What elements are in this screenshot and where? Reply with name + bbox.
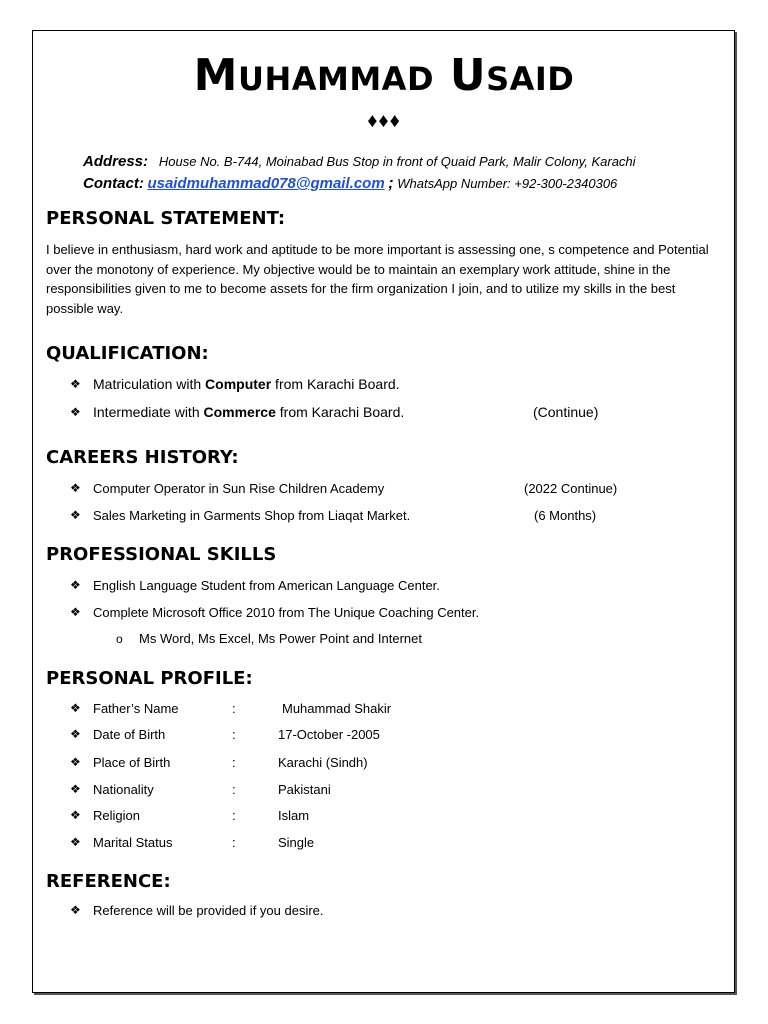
career-period: (2022 Continue): [524, 481, 618, 496]
contact-separator: ;: [388, 175, 394, 192]
profile-colon: :: [232, 835, 236, 850]
profile-colon: :: [232, 701, 236, 716]
profile-colon: :: [232, 808, 236, 823]
qualification-item: Matriculation with Computer from Karachi Board.: [93, 376, 400, 392]
reference-heading: REFERENCE:: [46, 871, 171, 892]
bullet-icon: ❖: [70, 903, 81, 917]
profile-value: Single: [278, 835, 315, 850]
career-period: (6 Months): [534, 508, 597, 523]
profile-key: Father’s Name: [93, 701, 179, 716]
profile-key: Religion: [93, 808, 140, 823]
contact-label: Contact:: [83, 175, 144, 192]
address-value: House No. B-744, Moinabad Bus Stop in front of Quaid Park, Malir Colony, Karachi: [158, 154, 636, 169]
profile-value: Islam: [278, 808, 310, 823]
profile-key: Place of Birth: [93, 755, 171, 770]
bullet-icon: ❖: [70, 782, 81, 796]
bullet-icon: ❖: [70, 727, 81, 741]
profile-colon: :: [232, 755, 236, 770]
profile-key: Marital Status: [93, 835, 173, 850]
career-item: Sales Marketing in Garments Shop from Liaqat Market.: [93, 508, 411, 523]
profile-colon: :: [232, 727, 236, 742]
address-label: Address:: [83, 153, 149, 170]
profile-key: Nationality: [93, 782, 154, 797]
profile-value: Muhammad Shakir: [282, 701, 392, 716]
career-item: Computer Operator in Sun Rise Children Academy: [93, 481, 385, 496]
bullet-icon: ❖: [70, 605, 81, 619]
qualification-item: Intermediate with Commerce from Karachi Board.: [93, 404, 405, 420]
bullet-icon: ❖: [70, 835, 81, 849]
profile-key: Date of Birth: [93, 727, 166, 742]
skills-heading: PROFESSIONAL SKILLS: [46, 544, 277, 565]
careers-heading: CAREERS HISTORY:: [46, 447, 239, 468]
profile-colon: :: [232, 782, 236, 797]
candidate-name: MUHAMMAD USAID: [193, 50, 575, 101]
profile-value: Pakistani: [278, 782, 331, 797]
bullet-icon: ❖: [70, 755, 81, 769]
skill-sub-item: Ms Word, Ms Excel, Ms Power Point and Internet: [139, 631, 422, 646]
email-link[interactable]: usaidmuhammad078@gmail.com: [147, 175, 385, 192]
bullet-icon: ❖: [70, 508, 81, 522]
skill-item: English Language Student from American Language Center.: [93, 578, 440, 593]
bullet-icon: ❖: [70, 481, 81, 495]
skill-item: Complete Microsoft Office 2010 from The Unique Coaching Center.: [93, 605, 480, 620]
profile-heading: PERSONAL PROFILE:: [46, 668, 253, 689]
personal-statement-text: I believe in enthusiasm, hard work and aptitude to be more important is assessing one, s competence and Potential over the monotony of experience. My objective would be to maintain an exemplary work attitude, shine in the responsibilities given to me to become assets for the firm organization I join, and to utilize my skills in the best possible way.: [46, 242, 709, 316]
address-line: [83, 153, 636, 170]
circle-bullet-icon: o: [116, 632, 123, 646]
bullet-icon: ❖: [70, 808, 81, 822]
reference-text: Reference will be provided if you desire.: [93, 903, 324, 918]
bullet-icon: ❖: [70, 405, 81, 419]
profile-value: Karachi (Sindh): [278, 755, 368, 770]
qualification-heading: QUALIFICATION:: [46, 343, 209, 364]
bullet-icon: ❖: [70, 377, 81, 391]
contact-line: [83, 175, 617, 193]
diamond-divider: ♦♦♦: [367, 110, 401, 132]
profile-value: 17-October -2005: [278, 727, 380, 742]
bullet-icon: ❖: [70, 578, 81, 592]
qualification-status: (Continue): [533, 404, 599, 420]
personal-statement-heading: PERSONAL STATEMENT:: [46, 208, 286, 229]
whatsapp-number: WhatsApp Number: +92-300-2340306: [397, 176, 618, 191]
bullet-icon: ❖: [70, 701, 81, 715]
